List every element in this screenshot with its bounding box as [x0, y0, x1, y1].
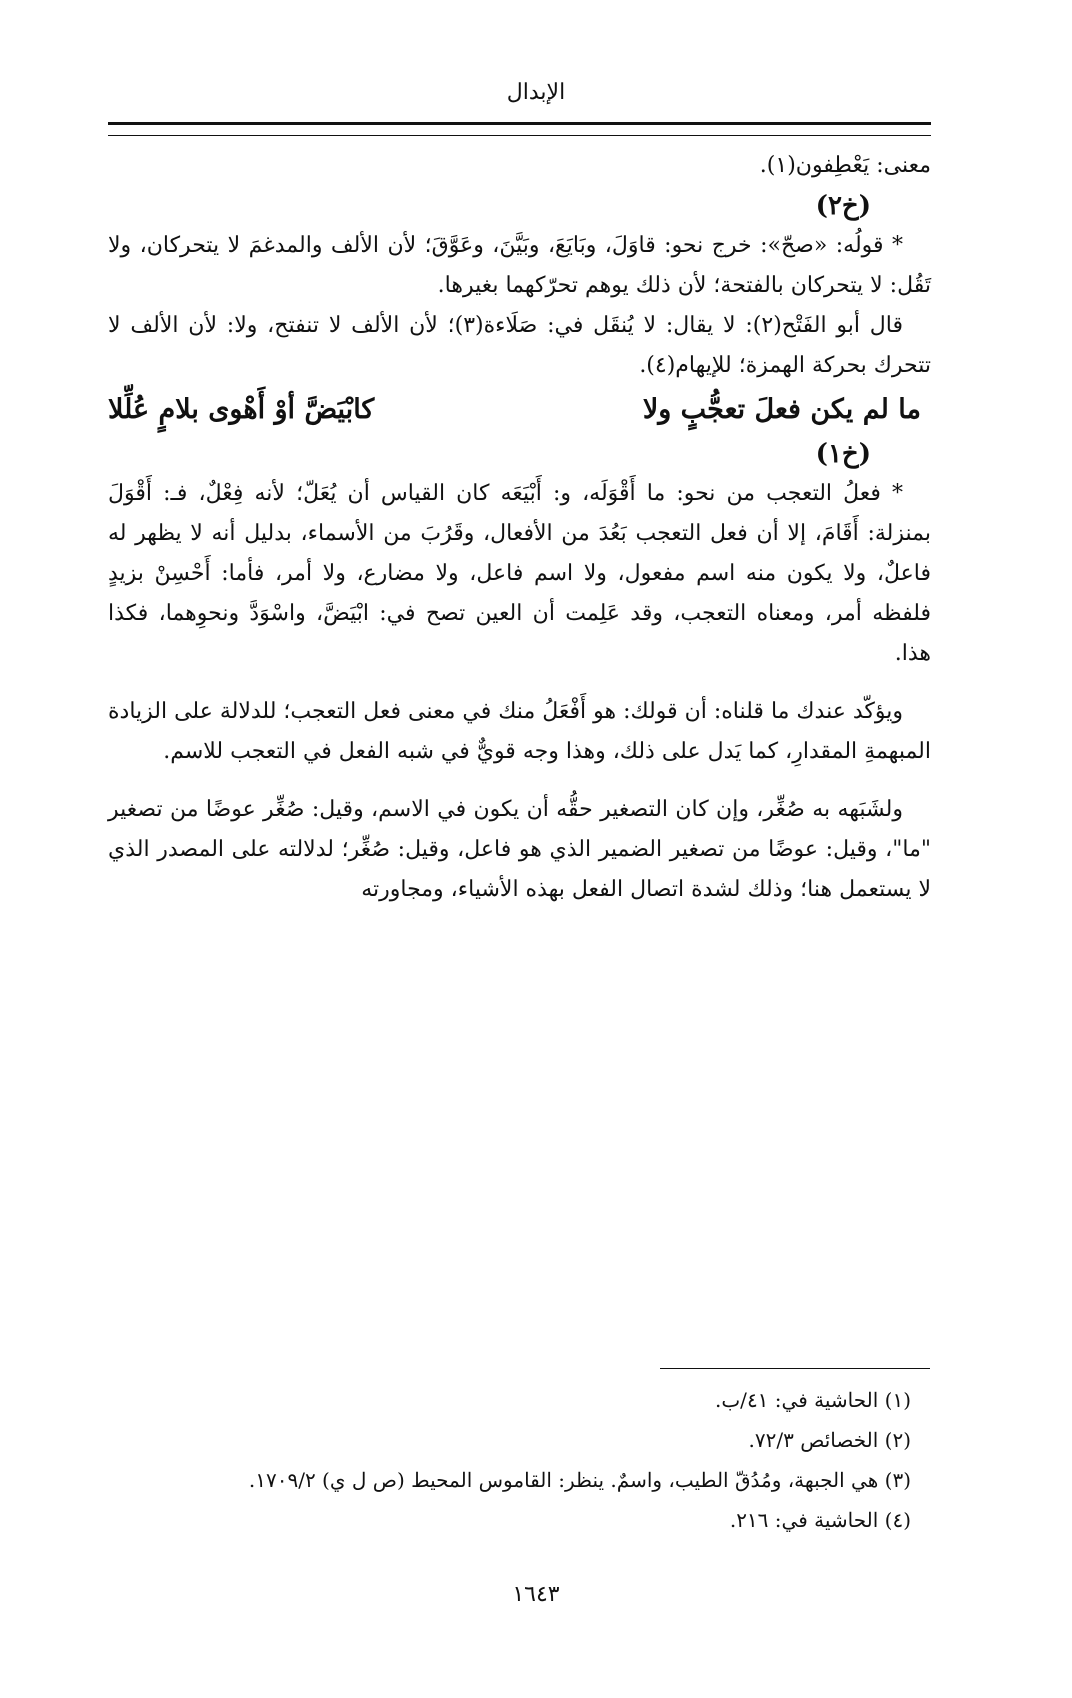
section-label-kh2: (خ٢) — [815, 191, 871, 221]
paragraph-5: ولشَبَهه به صُغِّر، وإن كان التصغير حقُّه أن يكون في الاسم، وقيل: صُغِّر عوضًا من تصغير "ما"، وقيل: عوضًا من تصغير الضمير الذي هو فاعل، وقيل: صُغِّر؛ لدلالته على المصدر الذي لا يستعمل هنا؛ وذلك لشدة اتصال الفعل بهذه الأشياء، ومجاورته — [108, 797, 931, 902]
footnote-3: (٣) هي الجبهة، ومُدُقّ الطيب، واسمٌ. ينظر: القاموس المحيط (ص ل ي) ١٧٠٩/٢. — [248, 1468, 911, 1492]
header-rule-thin — [108, 135, 931, 136]
main-text — [108, 146, 931, 910]
paragraph-gap — [108, 772, 931, 790]
footnotes — [108, 1380, 931, 1540]
verse-line — [108, 390, 931, 430]
paragraph-4: ويؤكّد عندك ما قلناه: أن قولك: هو أَفْعَلُ منك في معنى فعل التعجب؛ للدلالة على الزيادة المبهمةِ المقدارِ، كما يَدل على ذلك، وهذا وجه قويٌّ في شبه الفعل في التعجب للاسم. — [108, 699, 931, 764]
paragraph-gap — [108, 674, 931, 692]
paragraph-1: * قولُه: «صحّ»: خرج نحو: قاوَلَ، وبَايَعَ، وبَيَّنَ، وعَوَّقَ؛ لأن الألف والمدغمَ لا يتحركان، ولا تَقُل: لا يتحركان بالفتحة؛ لأن ذلك يوهم تحرّكهما بغيرها. — [108, 233, 931, 298]
footnote-4: (٤) الحاشية في: ٢١٦. — [729, 1508, 911, 1532]
paragraph-2: قال أبو الفَتْح(٢): لا يقال: لا يُنقَل في: صَلَاءة(٣)؛ لأن الألف لا تنفتح، ولا: لأن الألف لا تتحرك بحركة الهمزة؛ للإيهام(٤). — [108, 313, 931, 378]
footnote-2: (٢) الخصائص ٧٢/٣. — [748, 1428, 911, 1452]
header-rule-thick — [108, 122, 931, 125]
page-number: ١٦٤٣ — [512, 1582, 560, 1607]
paragraph-3: * فعلُ التعجب من نحو: ما أَقْوَلَه، و: أَبْيَعَه كان القياس أن يُعَلّ؛ لأنه فِعْلٌ، فـ: أَقْوَلَ بمنزلة: أَقَامَ، إلا أن فعل التعجب بَعُدَ من الأفعال، وقَرُبَ من الأسماء، بدليل أنه لا يظهر له فاعلٌ، ولا يكون منه اسم مفعول، ولا اسم فاعل، ولا مضارع، ولا أمر، فأما: أَحْسِنْ بزيدٍ فلفظه أمر، ومعناه التعجب، وقد عَلِمت أن العين تصح في: ابْيَضَّ، واسْوَدَّ ونحوِهما، فكذا هذا. — [108, 481, 931, 666]
footnote-separator — [660, 1368, 930, 1369]
footnote-1: (١) الحاشية في: ٤١/ب. — [715, 1388, 911, 1412]
verse-second-hemistich: كابْيَضَّ أوْ أَهْوى بلامٍ عُلِّلا — [108, 394, 375, 425]
running-header: الإبدال — [506, 80, 566, 105]
verse-first-hemistich: ما لم يكن فعلَ تعجُّبٍ ولا — [642, 394, 921, 425]
text-line-1: معنى: يَعْطِفون(١). — [759, 153, 931, 178]
section-label-kh1: (خ١) — [815, 439, 871, 469]
